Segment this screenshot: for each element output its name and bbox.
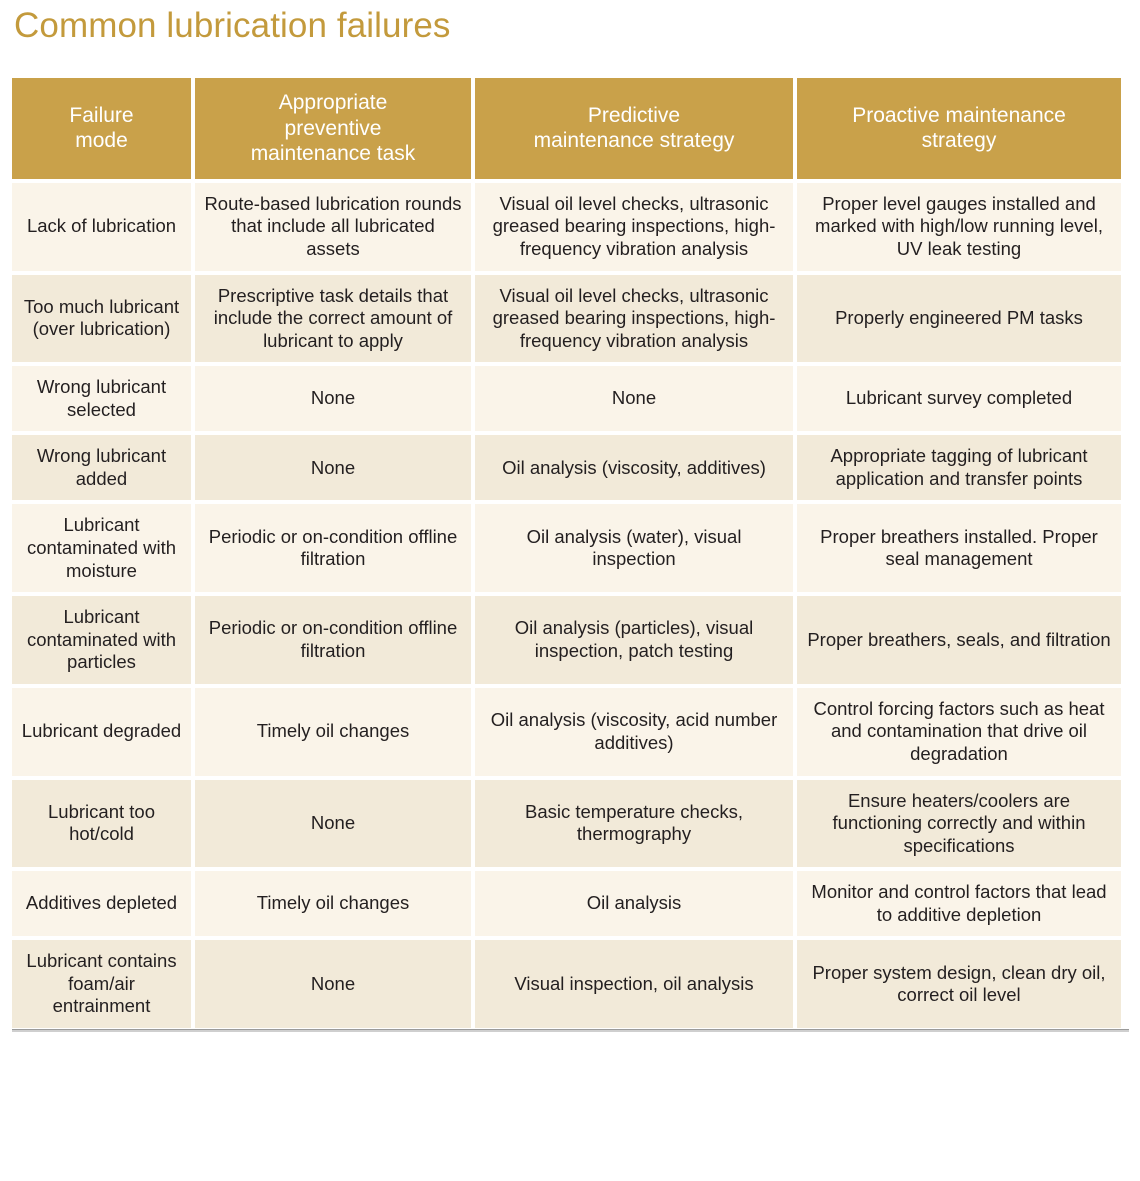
table-row (12, 688, 1121, 776)
table-row (12, 780, 1121, 868)
cell-proactive-strategy: Proper level gauges installed and marked with high/low running level, UV leak testing (797, 183, 1121, 271)
cell-predictive-strategy: Basic temperature checks, thermography (475, 780, 793, 868)
table-row (12, 366, 1121, 431)
cell-preventive-task: Periodic or on-condition offline filtration (195, 504, 471, 592)
table-row (12, 871, 1121, 936)
cell-preventive-task: Timely oil changes (195, 871, 471, 936)
cell-failure-mode: Lubricant contains foam/air entrainment (12, 940, 191, 1028)
cell-failure-mode: Lubricant contaminated with particles (12, 596, 191, 684)
table-row (12, 183, 1121, 271)
cell-failure-mode: Lack of lubrication (12, 183, 191, 271)
lubrication-failures-table (8, 74, 1125, 1032)
cell-predictive-strategy: None (475, 366, 793, 431)
cell-preventive-task: None (195, 435, 471, 500)
cell-failure-mode: Lubricant too hot/cold (12, 780, 191, 868)
cell-predictive-strategy: Visual oil level checks, ultrasonic greased bearing inspections, high-frequency vibration analysis (475, 183, 793, 271)
cell-preventive-task: None (195, 780, 471, 868)
column-header-failure-mode: Failure mode (12, 78, 191, 179)
cell-failure-mode: Lubricant degraded (12, 688, 191, 776)
cell-preventive-task: Route-based lubrication rounds that include all lubricated assets (195, 183, 471, 271)
cell-failure-mode: Wrong lubricant added (12, 435, 191, 500)
table-bottom-rule (12, 1029, 1129, 1032)
cell-preventive-task: None (195, 366, 471, 431)
column-header-preventive-task: Appropriate preventive maintenance task (195, 78, 471, 179)
cell-proactive-strategy: Control forcing factors such as heat and contamination that drive oil degradation (797, 688, 1121, 776)
table-row (12, 940, 1121, 1028)
table-row (12, 596, 1121, 684)
table-header (12, 78, 1121, 179)
cell-failure-mode: Too much lubricant (over lubrication) (12, 275, 191, 363)
cell-preventive-task: Timely oil changes (195, 688, 471, 776)
lubrication-failures-table-wrapper (12, 78, 1129, 1028)
cell-predictive-strategy: Oil analysis (water), visual inspection (475, 504, 793, 592)
cell-proactive-strategy: Appropriate tagging of lubricant application and transfer points (797, 435, 1121, 500)
table-row (12, 275, 1121, 363)
cell-proactive-strategy: Monitor and control factors that lead to additive depletion (797, 871, 1121, 936)
column-header-proactive-strategy: Proactive maintenance strategy (797, 78, 1121, 179)
cell-proactive-strategy: Ensure heaters/coolers are functioning correctly and within specifications (797, 780, 1121, 868)
table-header-row (12, 78, 1121, 179)
cell-predictive-strategy: Oil analysis (475, 871, 793, 936)
cell-predictive-strategy: Visual oil level checks, ultrasonic greased bearing inspections, high-frequency vibration analysis (475, 275, 793, 363)
cell-preventive-task: Prescriptive task details that include the correct amount of lubricant to apply (195, 275, 471, 363)
cell-failure-mode: Lubricant contaminated with moisture (12, 504, 191, 592)
cell-proactive-strategy: Properly engineered PM tasks (797, 275, 1121, 363)
page-title: Common lubrication failures (14, 6, 451, 45)
cell-proactive-strategy: Lubricant survey completed (797, 366, 1121, 431)
table-row (12, 504, 1121, 592)
cell-proactive-strategy: Proper breathers installed. Proper seal management (797, 504, 1121, 592)
table-row (12, 435, 1121, 500)
cell-preventive-task: Periodic or on-condition offline filtration (195, 596, 471, 684)
cell-predictive-strategy: Visual inspection, oil analysis (475, 940, 793, 1028)
cell-predictive-strategy: Oil analysis (particles), visual inspection, patch testing (475, 596, 793, 684)
cell-failure-mode: Wrong lubricant selected (12, 366, 191, 431)
cell-preventive-task: None (195, 940, 471, 1028)
cell-proactive-strategy: Proper breathers, seals, and filtration (797, 596, 1121, 684)
column-header-predictive-strategy: Predictive maintenance strategy (475, 78, 793, 179)
cell-predictive-strategy: Oil analysis (viscosity, acid number additives) (475, 688, 793, 776)
cell-proactive-strategy: Proper system design, clean dry oil, correct oil level (797, 940, 1121, 1028)
table-body (12, 183, 1121, 1028)
cell-failure-mode: Additives depleted (12, 871, 191, 936)
cell-predictive-strategy: Oil analysis (viscosity, additives) (475, 435, 793, 500)
